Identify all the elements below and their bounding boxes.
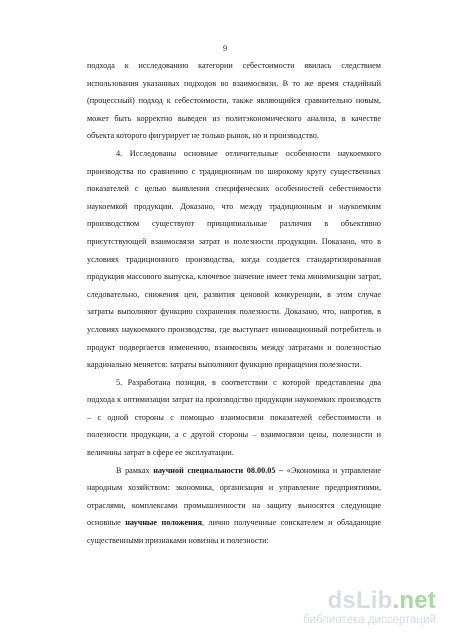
page-number: 9 — [222, 44, 228, 53]
watermark-logo-accent: .net — [392, 587, 436, 614]
watermark-logo — [296, 589, 436, 613]
final-text-1: В рамках — [116, 465, 154, 475]
final-text-2: «Экономика и управление народным хозяйством: экономика, организация и управление предприятиями, отраслями, комплексами промышленности на защиту выносятся следующие основные — [87, 465, 382, 528]
scientific-specialty-paragraph — [87, 462, 381, 550]
watermark-subtitle: библиотека диссертаций — [303, 614, 436, 626]
final-text-3: , лично полученные соискателем и обладающие существенными признаками новизны и полезности: — [87, 518, 381, 546]
continuation-paragraph: подхода к исследованию категории себестоимости явилась следствием использования указанных подходов во взаимосвязи. В то же время стадийный (процессный) подход к себестоимости, также являющийся сравнительно новым, может быть корректно выведен из политэкономического анализа, в качестве объекта которого фигурирует не только рынок, но и производство. — [87, 61, 381, 141]
dslib-watermark — [296, 589, 436, 626]
document-body — [87, 57, 381, 550]
item-5-paragraph: 5. Разработана позиция, в соответствии с которой представлены два подхода к оптимизации затрат на производство продукции наукоемких производств – с одной стороны с помощью взаимосвязи показателей себестоимости и полезности продукции, а с другой стороны – взаимосвязи цены, полезности и величины затрат в сфере ее эксплуатации. — [87, 377, 381, 458]
scientific-positions: научные положения — [125, 518, 203, 528]
specialty-code: научной специальности 08.00.05 – — [153, 465, 284, 475]
watermark-logo-main: dsLib — [327, 587, 393, 614]
item-4-paragraph: 4. Исследованы основные отличительные особенности наукоемкого производства по сравнению с традиционным по широкому кругу существенных показателей с целью выявления специфических особенностей себестоимости наукоемкой продукции. Доказано, что между традиционным и наукоемким производством существуют принципиальные различия в объективно присутствующей взаимосвязи затрат и полезности продукции. Показано, что в условиях традиционного производства, когда создается стандартизированная продукция массового выпуска, ключевое значение имеет тема минимизации затрат, следовательно, снижения цен, развития ценовой конкуренции, в этом случае затраты выполняют функцию сохранения полезности. Доказано, что, напротив, в условиях наукоемкого производства, где выступает инновационный потребитель и продукт подвергается изменению, взаимосвязь между затратами и полезностью кардинально меняется: затраты выполняют функцию приращения полезности. — [87, 148, 381, 370]
